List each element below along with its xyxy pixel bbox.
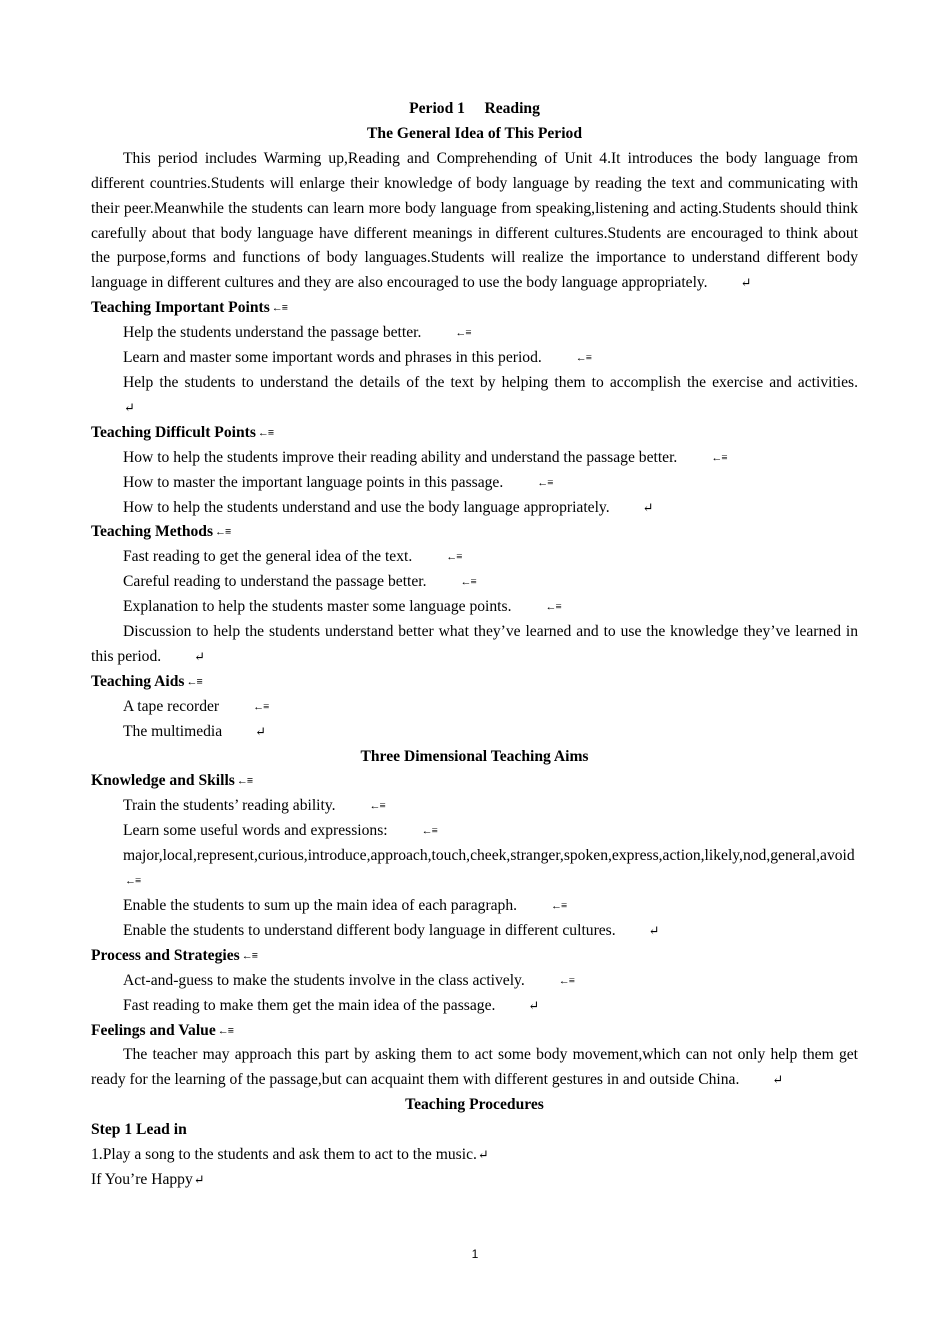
paragraph-mark-icon: ↵ [772,1072,783,1088]
item-text: The teacher may approach this part by asking them to act some body movement,which can not only help them get ready for the learning of the passage,but can acquaint them with different gestures in and outside China. [91,1046,858,1089]
item-text: If You’re Happy [91,1170,193,1188]
list-item [91,545,858,570]
list-item [91,496,858,521]
paragraph-mark-icon: ↵ [477,1147,488,1163]
item-text: 1.Play a song to the students and ask them to act to the music. [91,1146,477,1164]
step-1-heading: Step 1 Lead in [91,1121,187,1139]
line-break-mark-icon: ←≡ [575,352,591,365]
list-item [91,994,858,1019]
knowledge-heading [91,769,858,794]
list-item [91,919,858,944]
item-text: How to help the students understand and use the body language appropriately. [123,498,610,516]
line-break-mark-icon: ←≡ [545,601,561,614]
intro-text: This period includes Warming up,Reading and Comprehending of Unit 4.It introduces the body language from different countries.Students will enlarge their knowledge of body language by reading the text and communicating with their peer.Meanwhile the students can learn more body language from speaking,listening and acting.Students should think carefully about that body language have different meanings in different cultures.Students are encouraged to think about the purpose,forms and functions of body languages.Students will realize the importance to understand different body language in different cultures and they are also encouraged to use the body language appropriately. [91,149,858,292]
important-points-heading [91,296,858,321]
line-break-mark-icon: ←≡ [217,1024,234,1037]
list-item [91,321,858,346]
item-text: How to master the important language points in this passage. [123,473,504,491]
list-item [91,1143,858,1168]
heading-text: Teaching Aids [91,672,185,690]
item-text: Learn some useful words and expressions: [123,822,388,840]
heading-text: Process and Strategies [91,946,240,964]
line-break-mark-icon: ←≡ [241,949,257,962]
item-text: Act-and-guess to make the students involve in the class actively. [123,971,525,989]
list-item [91,371,858,421]
item-text: major,local,represent,curious,introduce,approach,touch,cheek,stranger,spoken,express,action,likely,nod,general,avoid [123,847,855,865]
item-text: Fast reading to make them get the main idea of the passage. [123,996,496,1014]
item-text: Careful reading to understand the passage better. [123,573,427,591]
list-item [91,794,858,819]
list-item [91,471,858,496]
paragraph-mark-icon: ↵ [194,648,205,664]
heading-text: Feelings and Value [91,1021,216,1039]
vocabulary-list [91,844,858,894]
line-break-mark-icon: ←≡ [446,551,462,564]
item-text: Train the students’ reading ability. [123,797,336,815]
line-break-mark-icon: ←≡ [455,327,471,340]
paragraph-mark-icon: ↵ [255,723,266,739]
line-break-mark-icon: ←≡ [257,426,274,439]
line-break-mark-icon: ←≡ [460,576,476,589]
paragraph-mark-icon: ↵ [528,997,539,1013]
line-break-mark-icon: ←≡ [236,775,253,788]
item-text: Fast reading to get the general idea of the text. [123,548,413,566]
item-text: Explanation to help the students master some language points. [123,598,512,616]
line-break-mark-icon: ←≡ [421,825,437,838]
paragraph-mark-icon: ↵ [642,499,653,515]
paragraph-mark-icon: ↵ [648,922,659,938]
list-item [91,894,858,919]
item-text: Enable the students to understand different body language in different cultures. [123,921,616,939]
list-item [91,346,858,371]
section-title-general-idea: The General Idea of This Period [367,124,582,142]
item-text: The multimedia [123,722,223,740]
difficult-points-heading [91,421,858,446]
line-break-mark-icon: ←≡ [271,302,288,315]
line-break-mark-icon: ←≡ [125,875,141,888]
list-item [91,570,858,595]
feelings-heading [91,1019,858,1044]
item-text: Help the students understand the passage better. [123,324,422,342]
line-break-mark-icon: ←≡ [558,974,574,987]
intro-paragraph [91,147,858,296]
item-text: Discussion to help the students understand better what they’ve learned and to use the knowledge they’ve learned in this period. [91,623,858,665]
list-item [91,819,858,844]
line-break-mark-icon: ←≡ [537,476,553,489]
feelings-paragraph [91,1043,858,1093]
heading-text: Teaching Methods [91,523,214,541]
heading-text: Teaching Important Points [91,299,270,317]
heading-text: Teaching Difficult Points [91,423,256,441]
paragraph-mark-icon: ↵ [124,399,134,415]
line-break-mark-icon: ←≡ [215,526,231,539]
document-page [91,97,858,1193]
line-break-mark-icon: ←≡ [186,675,202,688]
paragraph-mark-icon: ↵ [740,275,751,291]
song-title [91,1168,858,1193]
item-text: A tape recorder [123,697,220,715]
section-title-teaching-aims: Three Dimensional Teaching Aims [360,747,589,765]
aids-heading [91,670,858,695]
list-item [91,720,858,745]
line-break-mark-icon: ←≡ [711,451,727,464]
line-break-mark-icon: ←≡ [253,700,269,713]
heading-text: Knowledge and Skills [91,772,235,790]
item-text: How to help the students improve their reading ability and understand the passage better. [123,448,678,466]
list-item [91,446,858,471]
page-number: 1 [471,1247,479,1261]
line-break-mark-icon: ←≡ [551,900,567,912]
line-break-mark-icon: ←≡ [369,800,385,813]
item-text: Learn and master some important words and phrases in this period. [123,349,542,367]
list-item [91,595,858,620]
item-text: Help the students to understand the details of the text by helping them to accomplish the exercise and activities. [123,373,858,391]
list-item [91,695,858,720]
page-title: Period 1 Reading [409,100,540,117]
list-item [91,620,858,670]
item-text: Enable the students to sum up the main idea of each paragraph. [123,897,518,914]
section-title-procedures: Teaching Procedures [405,1096,544,1114]
process-heading [91,944,858,969]
methods-heading [91,520,858,545]
list-item [91,969,858,994]
paragraph-mark-icon: ↵ [193,1171,204,1187]
